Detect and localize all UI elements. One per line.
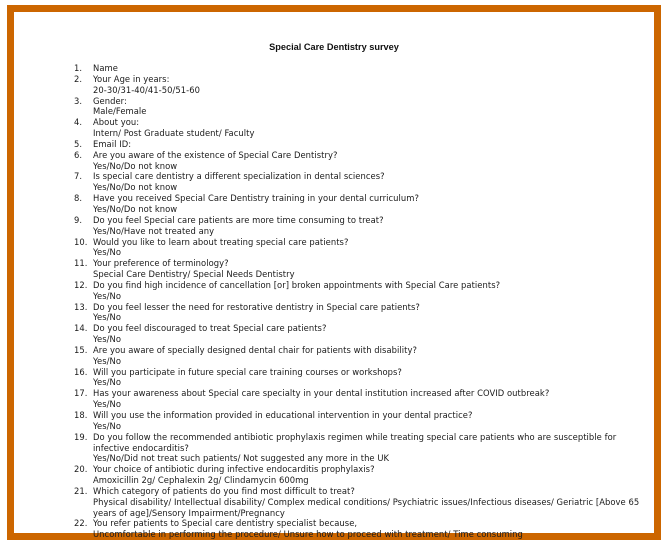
question-text: Do you find high incidence of cancellation [or] broken appointments with Special Care patients? bbox=[93, 279, 501, 290]
question-number: 13. bbox=[74, 301, 88, 312]
question-text: Will you use the information provided in educational intervention in your dental practice? bbox=[93, 410, 473, 420]
answer-options: Yes/No/Do not know bbox=[93, 203, 178, 214]
question-item bbox=[74, 518, 644, 540]
question-item bbox=[74, 345, 644, 367]
question-item bbox=[74, 237, 644, 259]
question-list bbox=[74, 63, 644, 540]
question-item bbox=[74, 486, 644, 519]
question-item bbox=[74, 432, 644, 465]
question-item bbox=[74, 464, 644, 486]
answer-options: Special Care Dentistry/ Special Needs Dentistry bbox=[93, 269, 295, 280]
question-text: You refer patients to Special care dentistry specialist because, bbox=[93, 518, 358, 529]
answer-options: Yes/No bbox=[93, 420, 122, 431]
question-item bbox=[74, 117, 644, 139]
answer-options: Yes/No/Do not know bbox=[93, 182, 178, 193]
question-item bbox=[74, 388, 644, 410]
question-text: Are you aware of specially designed dental chair for patients with disability? bbox=[93, 344, 417, 355]
question-text: Gender: bbox=[93, 95, 127, 106]
answer-options: Uncomfortable in performing the procedure/ Unsure how to proceed with treatment/ Time consuming bbox=[93, 529, 523, 540]
question-number: 7. bbox=[74, 171, 83, 182]
question-item bbox=[74, 323, 644, 345]
question-item bbox=[74, 367, 644, 389]
question-item bbox=[74, 410, 644, 432]
question-text: Do you follow the recommended antibiotic prophylaxis regimen while treating special care patients who are susceptible for infective endocarditis? bbox=[93, 431, 617, 453]
answer-options: 20-30/31-40/41-50/51-60 bbox=[93, 84, 200, 95]
question-item bbox=[74, 193, 644, 215]
question-text: Do you feel Special care patients are more time consuming to treat? bbox=[93, 214, 384, 225]
answer-options: Yes/No bbox=[93, 377, 122, 388]
question-text: Your choice of antibiotic during infective endocarditis prophylaxis? bbox=[93, 464, 375, 475]
question-text: Your preference of terminology? bbox=[93, 258, 229, 269]
question-number: 12. bbox=[74, 279, 88, 290]
answer-options: Intern/ Post Graduate student/ Faculty bbox=[93, 128, 255, 139]
question-item bbox=[74, 96, 644, 118]
answer-options: Amoxicillin 2g/ Cephalexin 2g/ Clindamycin 600mg bbox=[93, 475, 309, 486]
answer-options: Yes/No bbox=[93, 290, 122, 301]
question-item bbox=[74, 139, 644, 150]
question-number: 16. bbox=[74, 366, 88, 377]
question-number: 14. bbox=[74, 323, 88, 334]
question-number: 9. bbox=[74, 214, 83, 225]
question-number: 20. bbox=[74, 464, 88, 475]
document-frame bbox=[7, 5, 661, 540]
question-number: 4. bbox=[74, 117, 83, 128]
question-text: Is special care dentistry a different specialization in dental sciences? bbox=[93, 171, 385, 182]
question-number: 8. bbox=[74, 193, 83, 204]
question-number: 18. bbox=[74, 410, 88, 420]
question-number: 15. bbox=[74, 344, 88, 355]
question-text: Your Age in years: bbox=[93, 73, 170, 84]
question-text: Do you feel discouraged to treat Special care patients? bbox=[93, 323, 327, 334]
question-number: 21. bbox=[74, 485, 88, 496]
question-text: Have you received Special Care Dentistry training in your dental curriculum? bbox=[93, 193, 419, 204]
question-item bbox=[74, 150, 644, 172]
answer-options: Yes/No/Do not know bbox=[93, 160, 178, 171]
question-item bbox=[74, 63, 644, 74]
answer-options: Yes/No/Did not treat such patients/ Not suggested any more in the UK bbox=[93, 453, 390, 464]
question-number: 22. bbox=[74, 518, 88, 529]
question-item bbox=[74, 74, 644, 96]
question-text: Email ID: bbox=[93, 138, 132, 149]
question-text: Name bbox=[93, 63, 118, 73]
question-item bbox=[74, 171, 644, 193]
answer-options: Yes/No bbox=[93, 247, 122, 258]
question-text: Do you feel lesser the need for restorative dentistry in Special care patients? bbox=[93, 301, 420, 312]
question-text: Has your awareness about Special care specialty in your dental institution increased after COVID outbreak? bbox=[93, 388, 550, 399]
answer-options: Physical disability/ Intellectual disability/ Complex medical conditions/ Psychiatric issues/Infectious diseases/ Geriatric [Above 65 years of age]/Sensory Impairment/Pregnancy bbox=[93, 496, 640, 518]
answer-options: Yes/No bbox=[93, 312, 122, 323]
question-number: 17. bbox=[74, 388, 88, 399]
answer-options: Yes/No bbox=[93, 399, 122, 410]
document-title: Special Care Dentistry survey bbox=[269, 42, 399, 52]
question-item bbox=[74, 302, 644, 324]
question-item bbox=[74, 280, 644, 302]
question-text: Which category of patients do you find most difficult to treat? bbox=[93, 485, 355, 496]
question-number: 11. bbox=[74, 258, 88, 269]
question-item bbox=[74, 258, 644, 280]
question-number: 19. bbox=[74, 431, 88, 442]
question-text: Will you participate in future special care training courses or workshops? bbox=[93, 366, 402, 377]
answer-options: Male/Female bbox=[93, 106, 147, 117]
question-item bbox=[74, 215, 644, 237]
answer-options: Yes/No/Have not treated any bbox=[93, 225, 215, 236]
question-number: 3. bbox=[74, 95, 83, 106]
question-number: 2. bbox=[74, 73, 83, 84]
question-text: About you: bbox=[93, 117, 140, 128]
question-text: Would you like to learn about treating special care patients? bbox=[93, 236, 349, 247]
question-number: 6. bbox=[74, 149, 83, 160]
question-number: 5. bbox=[74, 138, 83, 149]
question-text: Are you aware of the existence of Special Care Dentistry? bbox=[93, 149, 338, 160]
question-number: 10. bbox=[74, 236, 88, 247]
question-number: 1. bbox=[74, 63, 83, 73]
answer-options: Yes/No bbox=[93, 355, 122, 366]
answer-options: Yes/No bbox=[93, 334, 122, 345]
